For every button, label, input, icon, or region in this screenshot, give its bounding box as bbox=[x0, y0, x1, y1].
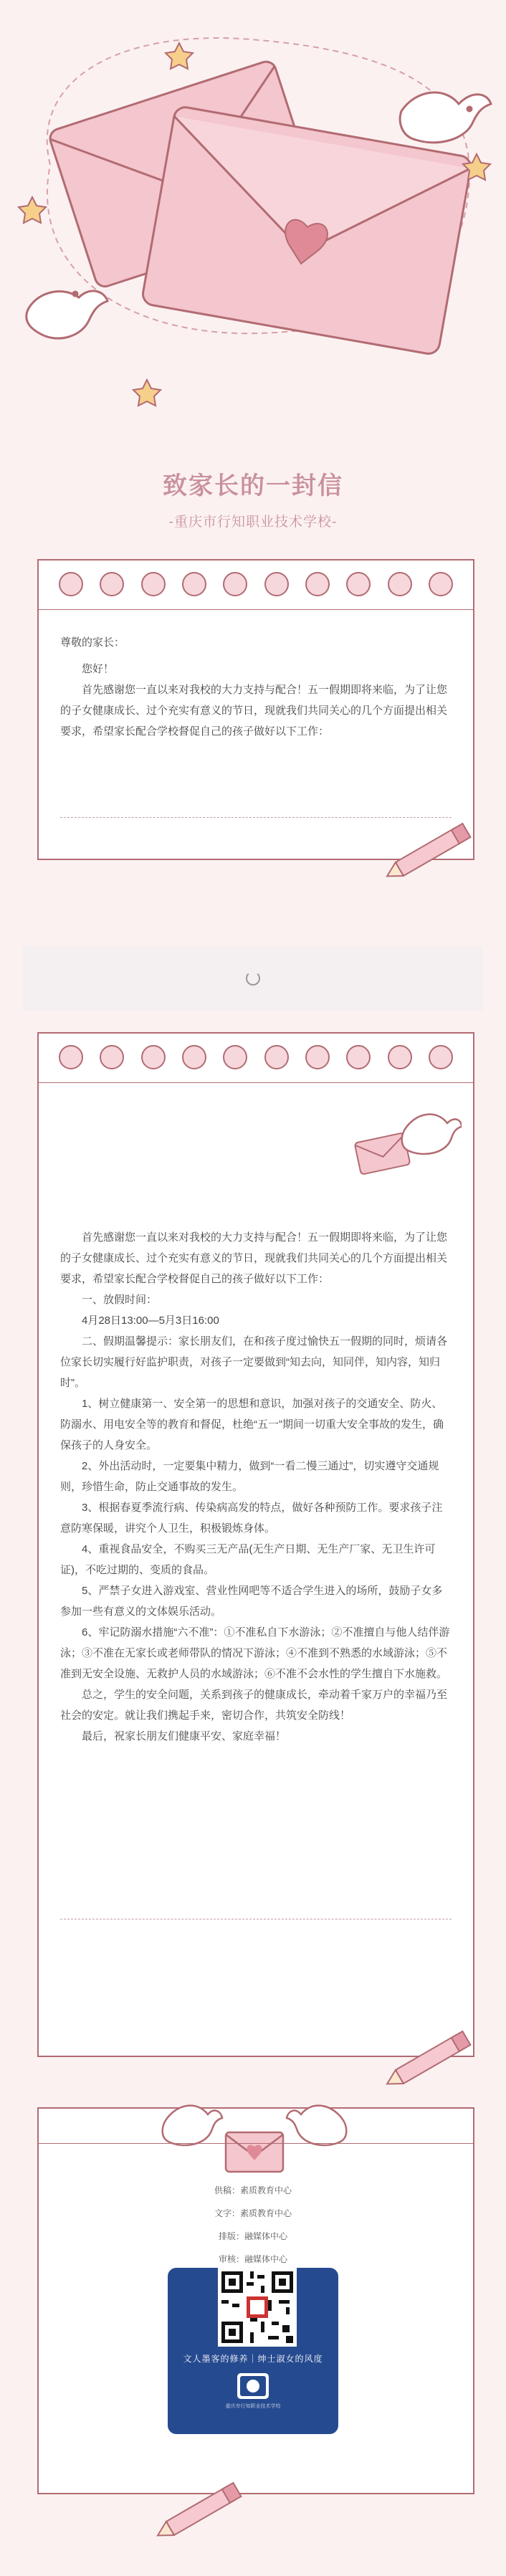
letter-card-1 bbox=[37, 559, 474, 860]
hole-icon bbox=[346, 572, 371, 596]
letter-2-item: 4、重视食品安全，不购买三无产品(无生产日期、无生产厂家、无卫生许可证)，不吃过期的、变质的食品。 bbox=[60, 1543, 436, 1576]
doves-envelope-icon bbox=[158, 2093, 351, 2179]
star-icon bbox=[19, 197, 46, 223]
school-seal-icon bbox=[236, 2372, 270, 2400]
envelope-dove-icon bbox=[354, 1098, 462, 1184]
pencil-icon bbox=[380, 817, 487, 882]
credit-line: 审核：融媒体中心 bbox=[218, 2254, 287, 2264]
page-subtitle: -重庆市行知职业技术学校- bbox=[168, 515, 338, 530]
letter-2-item: 6、牢记防溺水措施“六不准”：①不准私自下水游泳；②不准擅自与他人结伴游泳；③不准在无家长或老师带队的情况下游泳；④不准到不熟悉的水域游泳；⑤不准到无安全设施、无救护人员的水域游泳；⑥不准不会水性的学生擅自下水施救。 bbox=[60, 1626, 450, 1680]
letter-2-body bbox=[60, 1227, 452, 1747]
letter-2-item: 3、根据春夏季流行病、传染病高发的特点，做好各种预防工作。要求孩子注意防寒保暖，讲究个人卫生，积极锻炼身体。 bbox=[60, 1502, 443, 1535]
letter-2-intro: 首先感谢您一直以来对我校的大力支持与配合！五一假期即将来临，为了让您的子女健康成长、过个充实有意义的节日，现就我们共同关心的几个方面提出相关要求，希望家长配合学校督促自己的孩子做好以下工作： bbox=[60, 1231, 448, 1285]
credit-line: 排版：融媒体中心 bbox=[218, 2231, 287, 2241]
divider bbox=[39, 609, 473, 610]
letter-2-item: 1、树立健康第一、安全第一的思想和意识，加强对孩子的交通安全、防火、防溺水、用电安全等的教育和督促，杜绝“五一”期间一切重大安全事故的发生，确保孩子的人身安全。 bbox=[60, 1398, 444, 1451]
title-block bbox=[0, 466, 506, 530]
hole-icon bbox=[100, 1045, 124, 1069]
pencil-icon bbox=[151, 2476, 258, 2541]
slogan: 文人墨客的修养｜绅士淑女的风度 bbox=[183, 2354, 323, 2364]
binder-holes bbox=[59, 572, 453, 596]
credit-line: 文字：素质教育中心 bbox=[214, 2208, 292, 2218]
pencil-icon bbox=[380, 2025, 487, 2089]
qr-code-icon bbox=[218, 2268, 297, 2347]
letter-2-item: 二、假期温馨提示：家长朋友们，在和孩子度过愉快五一假期的同时，烦请各位家长切实履行好监护职责，对孩子一定要做到“知去向，知同伴，知内容，知归时”。 bbox=[60, 1335, 448, 1389]
dove-right bbox=[400, 92, 491, 143]
hole-icon bbox=[388, 1045, 412, 1069]
greeting: 尊敬的家长： bbox=[60, 636, 125, 649]
hole-icon bbox=[264, 572, 289, 596]
qr-code[interactable] bbox=[218, 2268, 297, 2347]
credit-line: 供稿：素质教育中心 bbox=[214, 2185, 292, 2195]
hole-icon bbox=[100, 572, 124, 596]
hole-icon bbox=[429, 572, 453, 596]
hole-icon bbox=[223, 1045, 247, 1069]
hole-icon bbox=[182, 1045, 206, 1069]
letter-2-item: 最后，祝家长朋友们健康平安、家庭幸福！ bbox=[82, 1730, 287, 1742]
hole-icon bbox=[305, 1045, 330, 1069]
divider bbox=[37, 2143, 474, 2144]
letter-1-body bbox=[60, 632, 452, 742]
loading-spinner-icon bbox=[246, 971, 260, 986]
hole-icon bbox=[182, 572, 206, 596]
page-title: 致家长的一封信 bbox=[163, 472, 343, 500]
binder-holes bbox=[59, 1045, 453, 1069]
hole-icon bbox=[141, 1045, 166, 1069]
envelope-illustration bbox=[0, 0, 506, 430]
letter-2-item: 4月28日13:00—5月3日16:00 bbox=[82, 1315, 219, 1327]
hole-icon bbox=[59, 1045, 83, 1069]
dove-left bbox=[27, 291, 108, 338]
letter-2-item: 总之，学生的安全问题，关系到孩子的健康成长，牵动着千家万户的幸福乃至社会的安定。就让我们携起手来，密切合作，共筑安全防线！ bbox=[60, 1689, 448, 1722]
front-envelope bbox=[141, 105, 472, 356]
hole-icon bbox=[141, 572, 166, 596]
hello: 您好！ bbox=[82, 663, 115, 675]
school-seal-text: 重庆市行知职业技术学校 bbox=[225, 2404, 281, 2409]
hole-icon bbox=[346, 1045, 371, 1069]
credits bbox=[0, 2179, 506, 2271]
hole-icon bbox=[305, 572, 330, 596]
hole-icon bbox=[59, 572, 83, 596]
hole-icon bbox=[223, 572, 247, 596]
hole-icon bbox=[388, 572, 412, 596]
star-icon bbox=[166, 43, 193, 69]
qr-panel bbox=[168, 2268, 338, 2434]
letter-2-item: 一、放假时间： bbox=[82, 1294, 158, 1306]
letter-card-2 bbox=[37, 1032, 474, 2057]
star-icon bbox=[133, 380, 161, 406]
divider bbox=[39, 1082, 473, 1083]
hole-icon bbox=[264, 1045, 289, 1069]
hole-icon bbox=[429, 1045, 453, 1069]
letter-1-paragraph: 首先感谢您一直以来对我校的大力支持与配合！五一假期即将来临，为了让您的子女健康成长、过个充实有意义的节日，现就我们共同关心的几个方面提出相关要求，希望家长配合学校督促自己的孩子做好以下工作： bbox=[60, 684, 448, 738]
letter-2-item: 2、外出活动时，一定要集中精力，做到“一看二慢三通过”，切实遵守交通规则，珍惜生命，防止交通事故的发生。 bbox=[60, 1460, 439, 1493]
letter-2-item: 5、严禁子女进入游戏室、营业性网吧等不适合学生进入的场所，鼓励子女多参加一些有意义的文体娱乐活动。 bbox=[60, 1585, 443, 1618]
